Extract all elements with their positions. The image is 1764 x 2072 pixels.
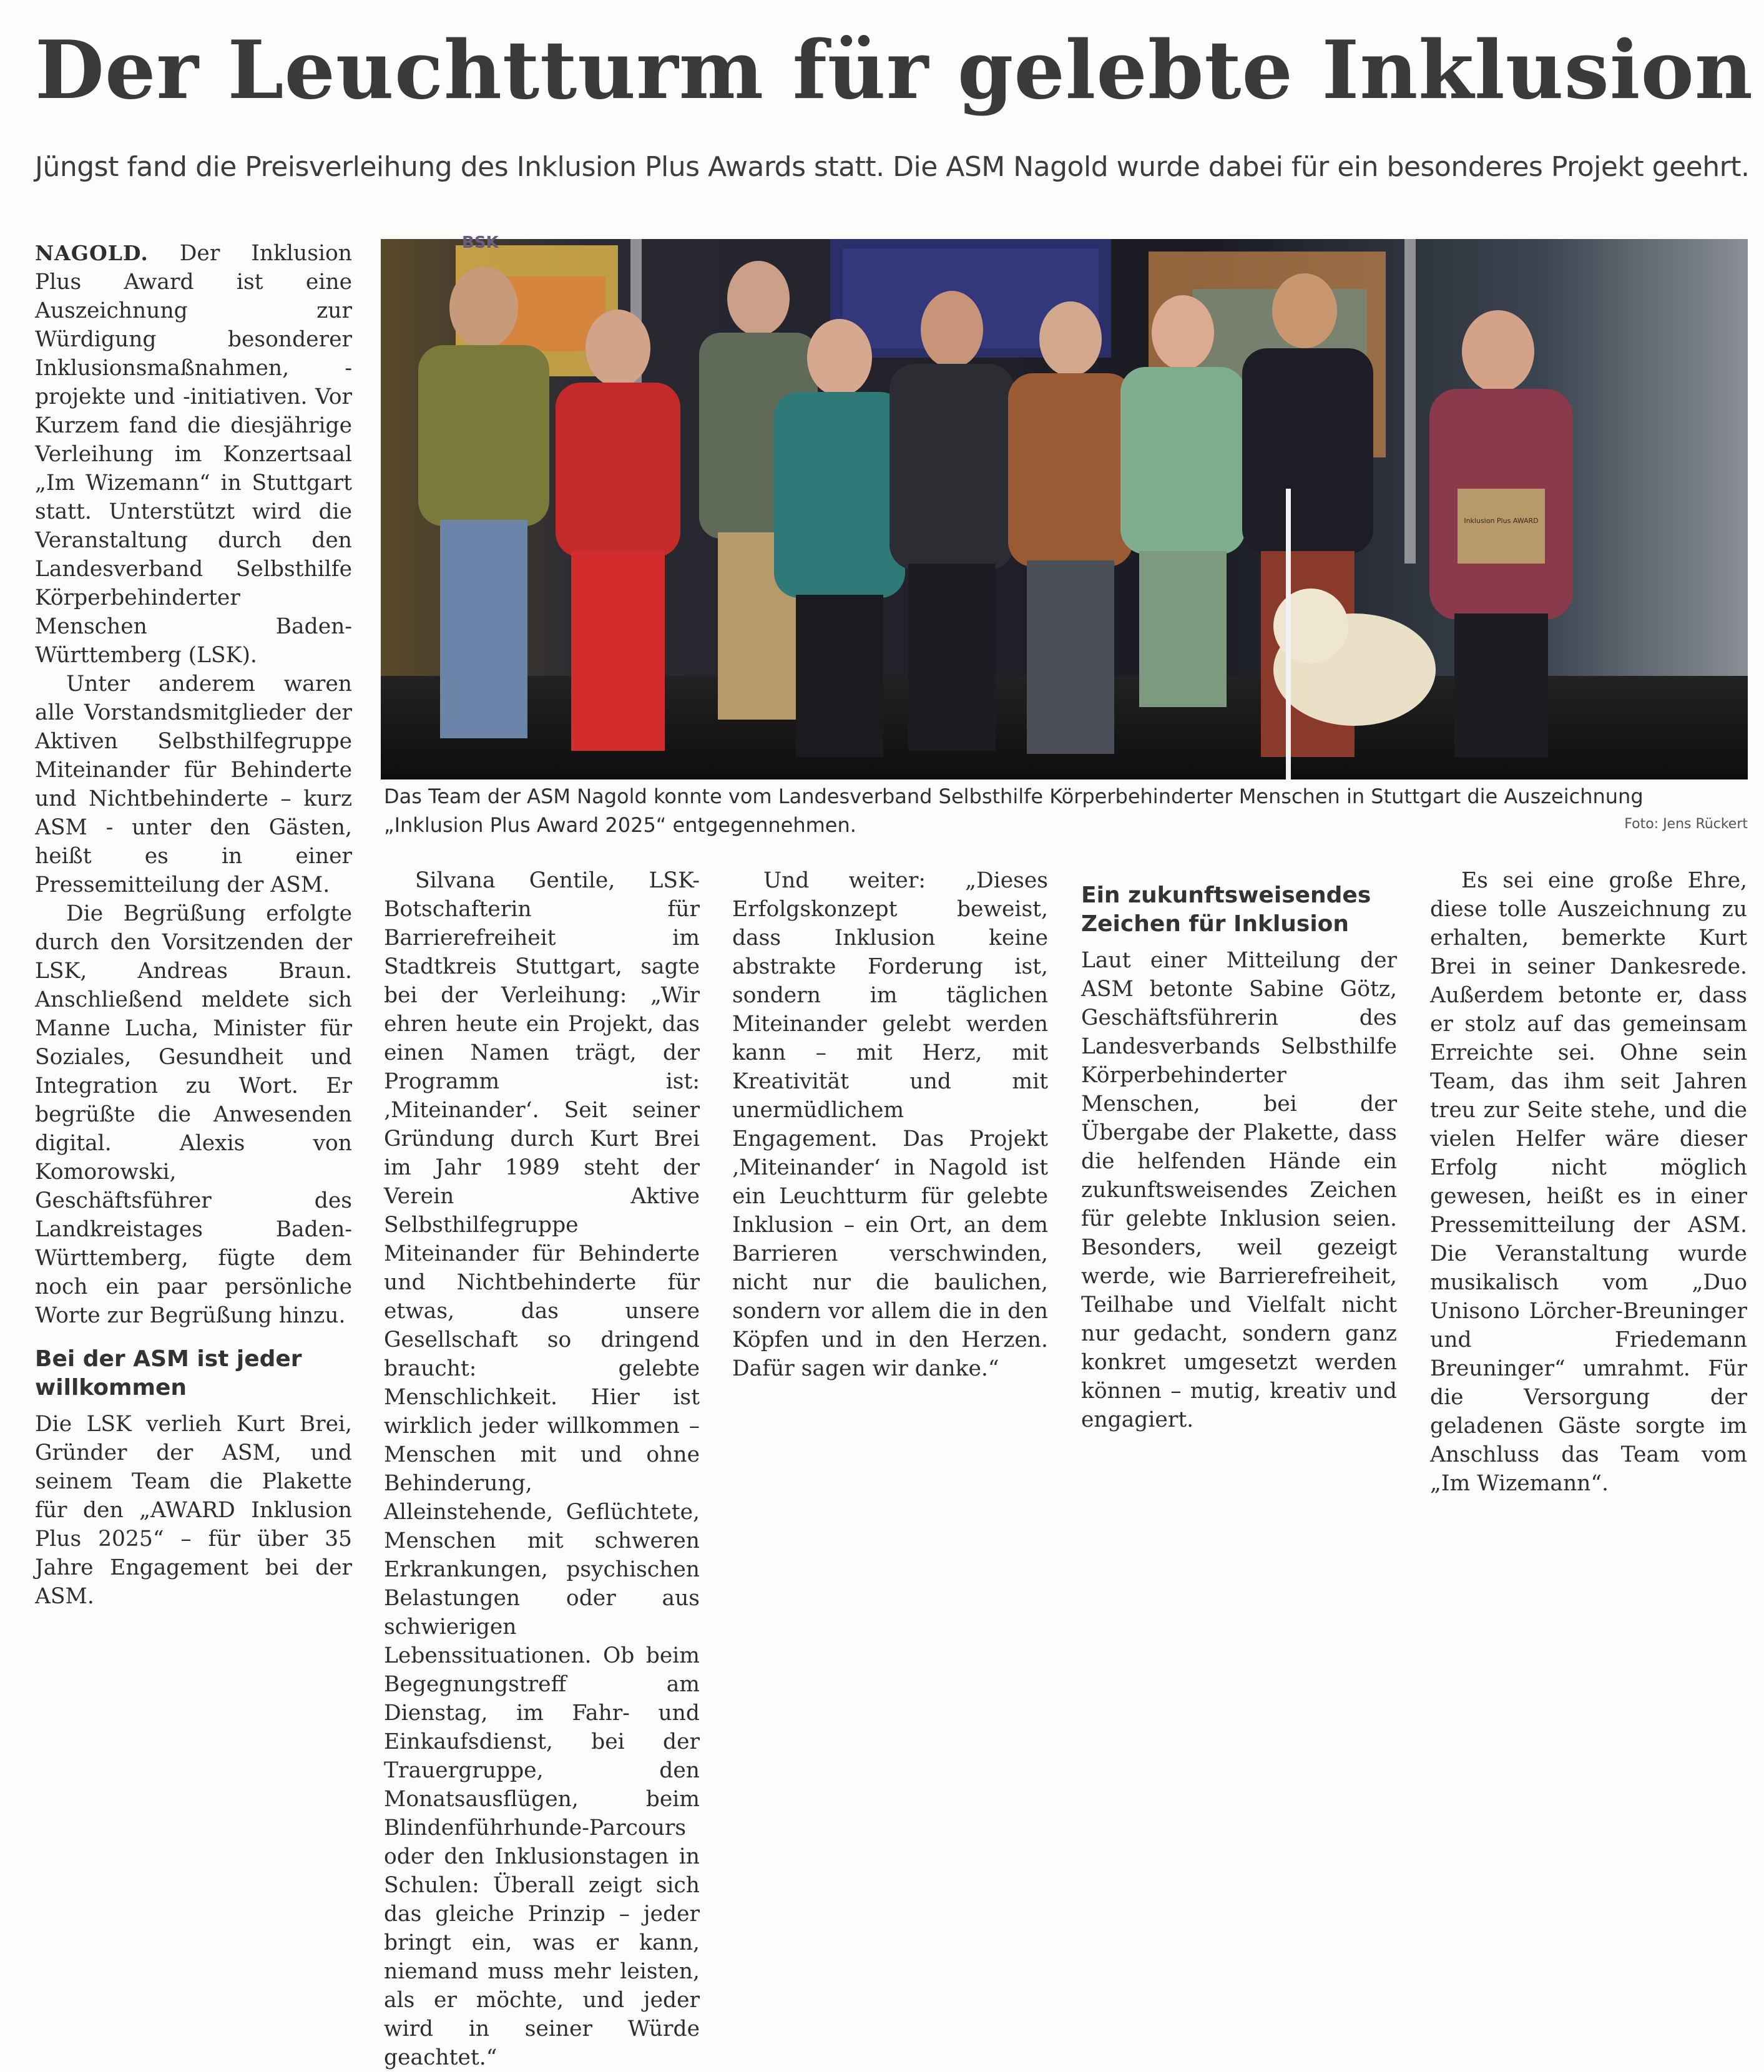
article-column-2 [384,866,700,2070]
section-subtitle-1: Bei der ASM ist jeder willkommen [35,1346,302,1400]
paragraph-3: Die Begrüßung erfolgte durch den Vorsitzenden der LSK, Andreas Braun. Anschließend meldete sich Manne Lucha, Minister für Soziales, Gesundheit und Integration zu Wort. Er begrüßte die Anwesenden digital. Alexis von Komorowski, Geschäftsführer des Landkreistages Baden-Württemberg, fügte dem noch ein paar persönliche Worte zur Begrüßung hinzu. [35,901,352,1328]
headline: Der Leuchtturm für gelebte Inklusion [35,24,1753,117]
subheadline: Jüngst fand die Preisverleihung des Inklusion Plus Awards statt. Die ASM Nagold wurde dabei für ein besonderes Projekt geehrt. [35,151,1750,183]
paragraph-8: Es sei eine große Ehre, diese tolle Auszeichnung zu erhalten, bemerkte Kurt Brei in seiner Dankesrede. Außerdem betonte er, dass er stolz auf das gemeinsam Erreichte sei. Ohne sein Team, das ihm seit Jahren treu zur Seite stehe, und die vielen Helfer wäre dieser Erfolg nicht möglich gewesen, heißt es in einer Pressemitteilung der ASM. Die Veranstaltung wurde musikalisch vom „Duo Unisono Lörcher-Breuninger und Friedemann Breuninger“ umrahmt. Für die Versorgung der geladenen Gäste sorgte im Anschluss das Team vom „Im Wizemann“. [1430,868,1747,1496]
dateline: NAGOLD. [35,241,149,265]
paragraph-2: Unter anderem waren alle Vorstandsmitglieder der Aktiven Selbsthilfegruppe Miteinander für Behinderte und Nichtbehinderte – kurz ASM - unter den Gästen, heißt es in einer Pressemitteilung der ASM. [35,672,352,897]
paragraph-5: Silvana Gentile, LSK-Botschafterin für Barrierefreiheit im Stadtkreis Stuttgart, sagte bei der Verleihung: „Wir ehren heute ein Projekt, das einen Namen trägt, der Programm ist: ‚Miteinander‘. Seit seiner Gründung durch Kurt Brei im Jahr 1989 steht der Verein Aktive Selbsthilfegruppe Miteinander für Behinderte und Nichtbehinderte für etwas, das unsere Gesellschaft so dringend braucht: gelebte Menschlichkeit. Hier ist wirklich jeder willkommen – Menschen mit und ohne Behinderung, Alleinstehende, Geflüchtete, Menschen mit schweren Erkrankungen, psychischen Belastungen oder aus schwierigen Lebenssituationen. Ob beim Begegnungstreff am Dienstag, im Fahr- und Einkaufsdienst, bei der Trauergruppe, den Monatsausflügen, beim Blindenführhunde-Parcours oder den Inklusionstagen in Schulen: Überall zeigt sich das gleiche Prinzip – jeder bringt ein, was er kann, niemand muss mehr leisten, als er möchte, und jeder wird in seiner Würde geachtet.“ [384,868,700,2070]
award-plaque-text: Inklusion Plus AWARD [1464,517,1539,525]
paragraph-6: Und weiter: „Dieses Erfolgskonzept beweist, dass Inklusion keine abstrakte Forderung ist, sondern im täglichen Miteinander gelebt werden kann – mit Herz, mit Kreativität und mit unermüdlichem Engagement. Das Projekt ‚Miteinander‘ in Nagold ist ein Leuchtturm für gelebte Inklusion – ein Ort, an dem Barrieren verschwinden, nicht nur die baulichen, sondern vor allem die in den Köpfen und in den Herzen. Dafür sagen wir danke.“ [732,868,1048,1381]
article-column-3 [732,866,1048,1465]
article-column-1 [35,239,352,1611]
award-plaque [1458,489,1545,564]
photo-credit: Foto: Jens Rückert [1624,816,1748,832]
article-photo [381,233,1748,779]
section-subtitle-2: Ein zukunftsweisendes Zeichen für Inklusion [1081,882,1371,937]
paragraph-4: Die LSK verlieh Kurt Brei, Gründer der ASM, und seinem Team die Plakette für den „AWARD Inklusion Plus 2025“ – für über 35 Jahre Engagement bei der ASM. [35,1412,352,1609]
article-column-5 [1430,866,1747,1496]
photo-caption: Das Team der ASM Nagold konnte vom Landesverband Selbsthilfe Körperbehinderter Menschen in Stuttgart die Auszeichnung „Inklusion Plus Award 2025“ entgegennehmen. [384,784,1644,837]
paragraph-1 [35,239,352,670]
group-photo-illustration [381,233,1748,779]
paragraph-1-text: Der Inklusion Plus Award ist eine Auszeichnung zur Würdigung besonderer Inklusionsmaßnahmen, -projekte und -initiativen. Vor Kurzem fand die diesjährige Verleihung im Konzertsaal „Im Wizemann“ in Stuttgart statt. Unterstützt wird die Veranstaltung durch den Landesverband Selbsthilfe Körperbehinderter Menschen Baden-Württemberg (LSK). [35,241,352,668]
article-column-4 [1081,866,1397,1465]
banner-text: BSK [462,233,499,252]
paragraph-7: Laut einer Mitteilung der ASM betonte Sabine Götz, Geschäftsführerin des Landesverbands Selbsthilfe Körperbehinderter Menschen, bei der Übergabe der Plakette, dass die helfenden Hände ein zukunftsweisendes Zeichen für gelebte Inklusion seien. Besonders, weil gezeigt werde, wie Barrierefreiheit, Teilhabe und Vielfalt nicht nur gedacht, sondern ganz konkret umgesetzt werden können – mutig, kreativ und engagiert. [1081,948,1397,1432]
